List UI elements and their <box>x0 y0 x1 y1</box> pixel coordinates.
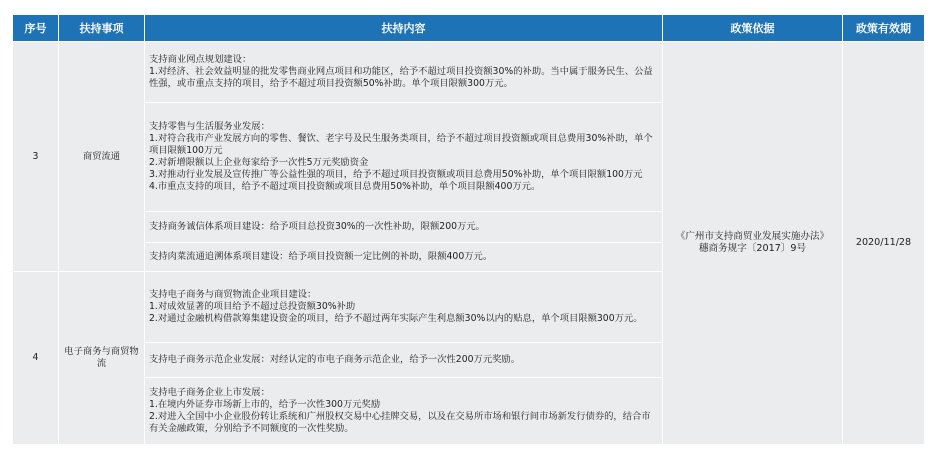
row-seq: 4 <box>13 272 59 445</box>
content-text: 支持商业网点规划建设： 1.对经济、社会效益明显的批发零售商业网点项目和功能区，给予不超过项目投资额30%的补助。当中属于服务民生、公益性强，或市重点支持的项目，给予不超过项目投资额50%补助。单个项目限额300万元。 <box>149 54 653 89</box>
content-cell <box>145 42 663 103</box>
row-item: 电子商务与商贸物流 <box>59 272 145 445</box>
content-cell <box>145 243 663 272</box>
content-text: 支持零售与生活服务业发展： 1.对符合我市产业发展方向的零售、餐饮、老字号及民生服务类项目，给予不超过项目投资额或项目总费用30%补助，单个项目限额100万元 2.对新增限额以上企业每家给予一次性5万元奖励资金 3.对推动行业发展及宣传推广等公益性强的项目，给予不超过项目投资额或项目总费用50%补助，单个项目限额100万元 4.市重点支持的项目，给予不超过项目投资额或项目总费用50%补助，单个项目限额400万元。 <box>149 121 653 192</box>
content-cell <box>145 378 663 445</box>
content-text: 支持电子商务示范企业发展：对经认定的市电子商务示范企业，给予一次性200万元奖励。 <box>149 354 521 365</box>
row-item: 商贸流通 <box>59 42 145 272</box>
valid-date: 2020/11/28 <box>843 42 925 445</box>
content-cell <box>145 343 663 378</box>
header-valid: 政策有效期 <box>843 15 925 42</box>
policy-basis: 《广州市支持商贸业发展实施办法》 穗商务规字〔2017〕9号 <box>663 42 843 445</box>
content-cell <box>145 212 663 243</box>
header-content: 扶持内容 <box>145 15 663 42</box>
content-cell <box>145 272 663 343</box>
table-row <box>13 42 925 103</box>
header-seq: 序号 <box>13 15 59 42</box>
content-text: 支持肉菜流通追溯体系项目建设：给予项目投资额一定比例的补助，限额400万元。 <box>149 251 493 262</box>
table-header-row <box>13 15 925 42</box>
content-text: 支持商务诚信体系项目建设：给予项目总投资30%的一次性补助，限额200万元。 <box>149 221 485 232</box>
header-item: 扶持事项 <box>59 15 145 42</box>
content-text: 支持电子商务企业上市发展： 1.在境内外证券市场新上市的，给予一次性300万元奖励 2.对进入全国中小企业股份转让系统和广州股权交易中心挂牌交易，以及在交易所市场和银行间市场新发行债券的，结合市有关金融政策，分别给予不同额度的一次性奖励。 <box>149 387 651 434</box>
content-text: 支持电子商务与商贸物流企业项目建设： 1.对成效显著的项目给予不超过总投资额30%补助 2.对通过金融机构借款筹集建设资金的项目，给予不超过两年实际产生利息额30%以内的贴息，单个项目限额300万元。 <box>149 289 643 324</box>
policy-table <box>12 14 925 445</box>
content-cell <box>145 103 663 212</box>
row-seq: 3 <box>13 42 59 272</box>
header-basis: 政策依据 <box>663 15 843 42</box>
